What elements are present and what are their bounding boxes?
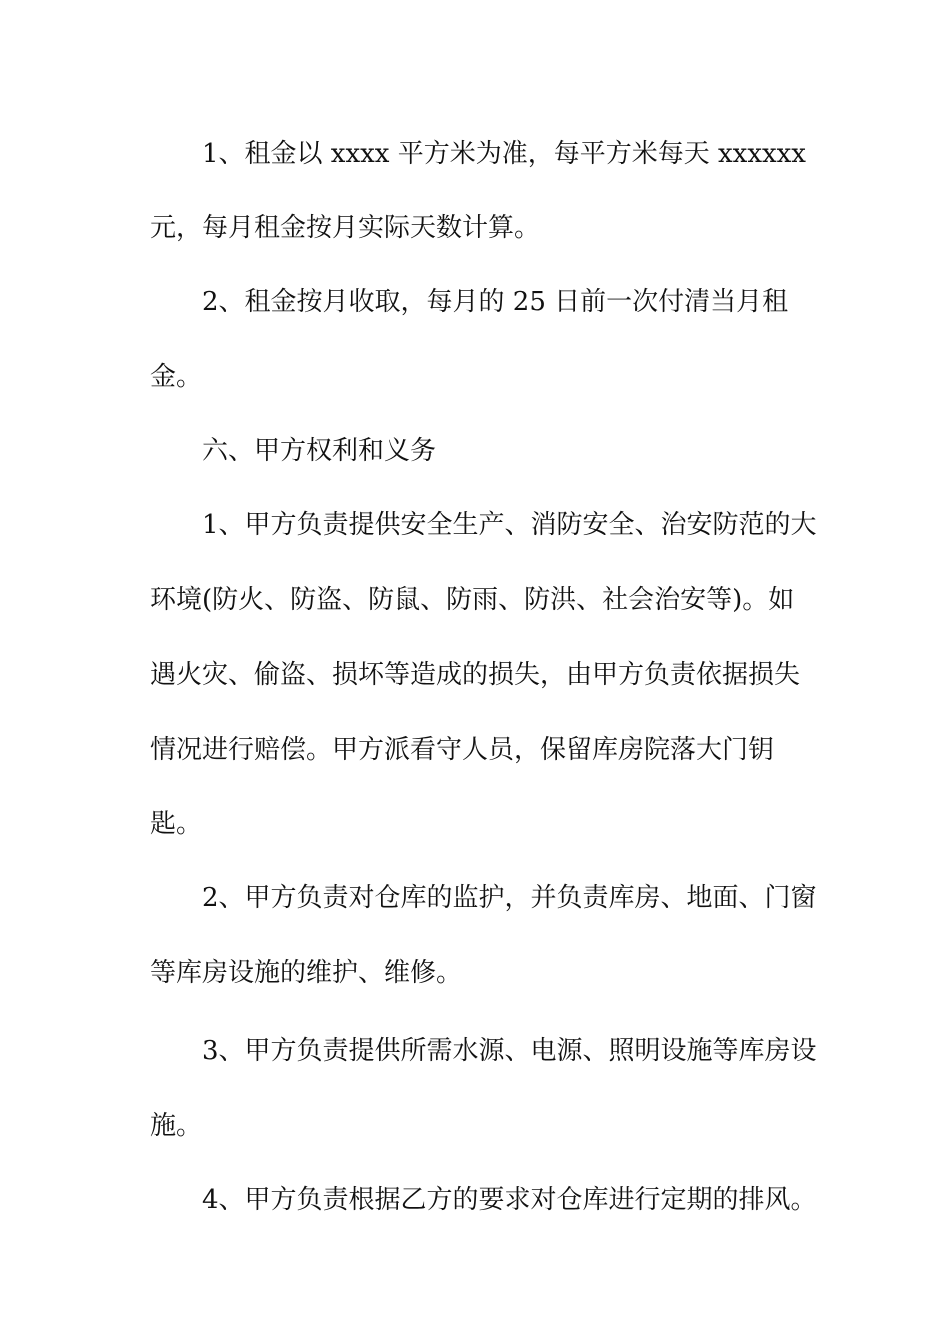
clause-rent-area-line-2: 元，每月租金按月实际天数计算。 [150, 213, 541, 243]
section-heading-party-a-rights: 六、甲方权利和义务 [202, 436, 437, 466]
clause-a1-line-5: 匙。 [150, 809, 203, 839]
clause-a1-line-1: 1、甲方负责提供安全生产、消防安全、治安防范的大 [202, 510, 817, 540]
clause-a2-line-2: 等库房设施的维护、维修。 [150, 958, 463, 988]
clause-a1-line-4: 情况进行赔偿。甲方派看守人员，保留库房院落大门钥 [150, 735, 775, 765]
clause-a3-line-1: 3、甲方负责提供所需水源、电源、照明设施等库房设 [202, 1036, 817, 1066]
clause-rent-payment-line-1: 2、租金按月收取，每月的 25 日前一次付清当月租 [202, 287, 789, 317]
clause-a1-line-2: 环境(防火、防盗、防鼠、防雨、防洪、社会治安等)。如 [150, 585, 795, 615]
clause-rent-area-line-1: 1、租金以 xxxx 平方米为准，每平方米每天 xxxxxx [202, 139, 806, 169]
clause-a2-line-1: 2、甲方负责对仓库的监护，并负责库房、地面、门窗 [202, 883, 817, 913]
clause-a3-line-2: 施。 [150, 1111, 203, 1141]
clause-a1-line-3: 遇火灾、偷盗、损坏等造成的损失，由甲方负责依据损失 [150, 660, 801, 690]
clause-a4-line-1: 4、甲方负责根据乙方的要求对仓库进行定期的排风。 [202, 1185, 817, 1215]
clause-rent-payment-line-2: 金。 [150, 362, 203, 392]
